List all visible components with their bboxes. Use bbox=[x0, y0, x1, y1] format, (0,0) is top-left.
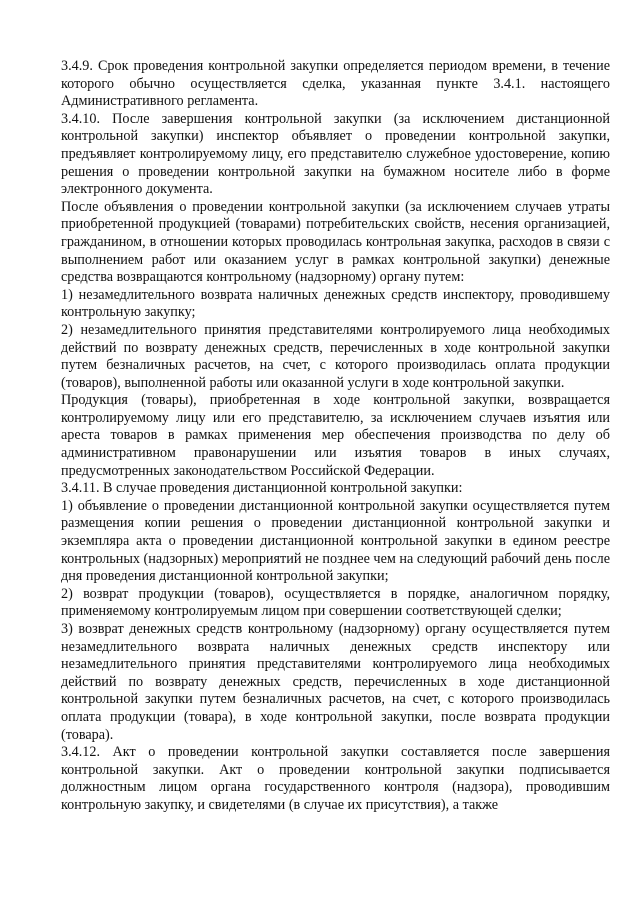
document-page bbox=[61, 58, 610, 815]
list-item-noncash-refund: 2) незамедлительного принятия представителями контролируемого лица необходимых действий по возврату денежных средств, перечисленных в ходе контрольной закупки путем безналичных расчетов, на счет, с которого производилась оплата продукции (товаров), выполненной работы или оказанной услуги в ходе контрольной закупки. bbox=[61, 321, 610, 391]
paragraph-3-4-10: 3.4.10. После завершения контрольной закупки (за исключением дистанционной контрольной закупки) инспектор объявляет о проведении контрольной закупки, предъявляет контролируемому лицу, его представителю служебное удостоверение, копию решения о проведении контрольной закупки на бумажном носителе либо в форме электронного документа. bbox=[61, 110, 610, 198]
list-item-goods-return: 2) возврат продукции (товаров), осуществляется в порядке, аналогичном порядку, применяемому контролируемым лицом при совершении соответствующей сделки; bbox=[61, 585, 610, 620]
paragraph-3-4-11: 3.4.11. В случае проведения дистанционной контрольной закупки: bbox=[61, 480, 463, 497]
paragraph-goods-return: Продукция (товары), приобретенная в ходе контрольной закупки, возвращается контролируемому лицу или его представителю, за исключением случаев изъятия или ареста товаров в рамках применения мер обеспечения производства по делу об административном правонарушении или изъятия товаров в иных случаях, предусмотренных законодательством Российской Федерации. bbox=[61, 392, 610, 479]
paragraph-refund-intro: После объявления о проведении контрольной закупки (за исключением случаев утраты приобретенной продукцией (товарами) потребительских свойств, несения организацией, гражданином, в отношении которых проводилась контрольная закупка, расходов в связи с выполнением работ или оказанием услуг в рамках контрольной закупки) денежные средства возвращаются контрольному (надзорному) органу путем: bbox=[61, 198, 610, 286]
paragraph-3-4-12: 3.4.12. Акт о проведении контрольной закупки составляется после завершения контрольной закупки. Акт о проведении контрольной закупки подписывается должностным лицом органа государственного контроля (надзора), проводившим контрольную закупку, и свидетелями (в случае их присутствия), а также bbox=[61, 744, 610, 813]
paragraph-3-4-9: 3.4.9. Срок проведения контрольной закупки определяется периодом времени, в течение которого обычно осуществляется сделка, указанная пункте 3.4.1. настоящего Административного регламента. bbox=[61, 58, 610, 110]
list-item-remote-announcement: 1) объявление о проведении дистанционной контрольной закупки осуществляется путем размещения копии решения о проведении дистанционной контрольной закупки и экземпляра акта о проведении дистанционной контрольной закупки в едином реестре контрольных (надзорных) мероприятий не позднее чем на следующий рабочий день после дня проведения дистанционной контрольной закупки; bbox=[61, 497, 610, 585]
list-item-cash-refund: 1) незамедлительного возврата наличных денежных средств инспектору, проводившему контрольную закупку; bbox=[61, 286, 610, 321]
list-item-money-return: 3) возврат денежных средств контрольному (надзорному) органу осуществляется путем незамедлительного возврата наличных денежных средств инспектору или незамедлительного принятия представителями контролируемого лица необходимых действий по возврату денежных средств, перечисленных в ходе дистанционной контрольной закупки путем безналичных расчетов, на счет, с которого производилась оплата продукции (товара), в ходе контрольной закупки, после возврата продукции (товара). bbox=[61, 621, 610, 743]
